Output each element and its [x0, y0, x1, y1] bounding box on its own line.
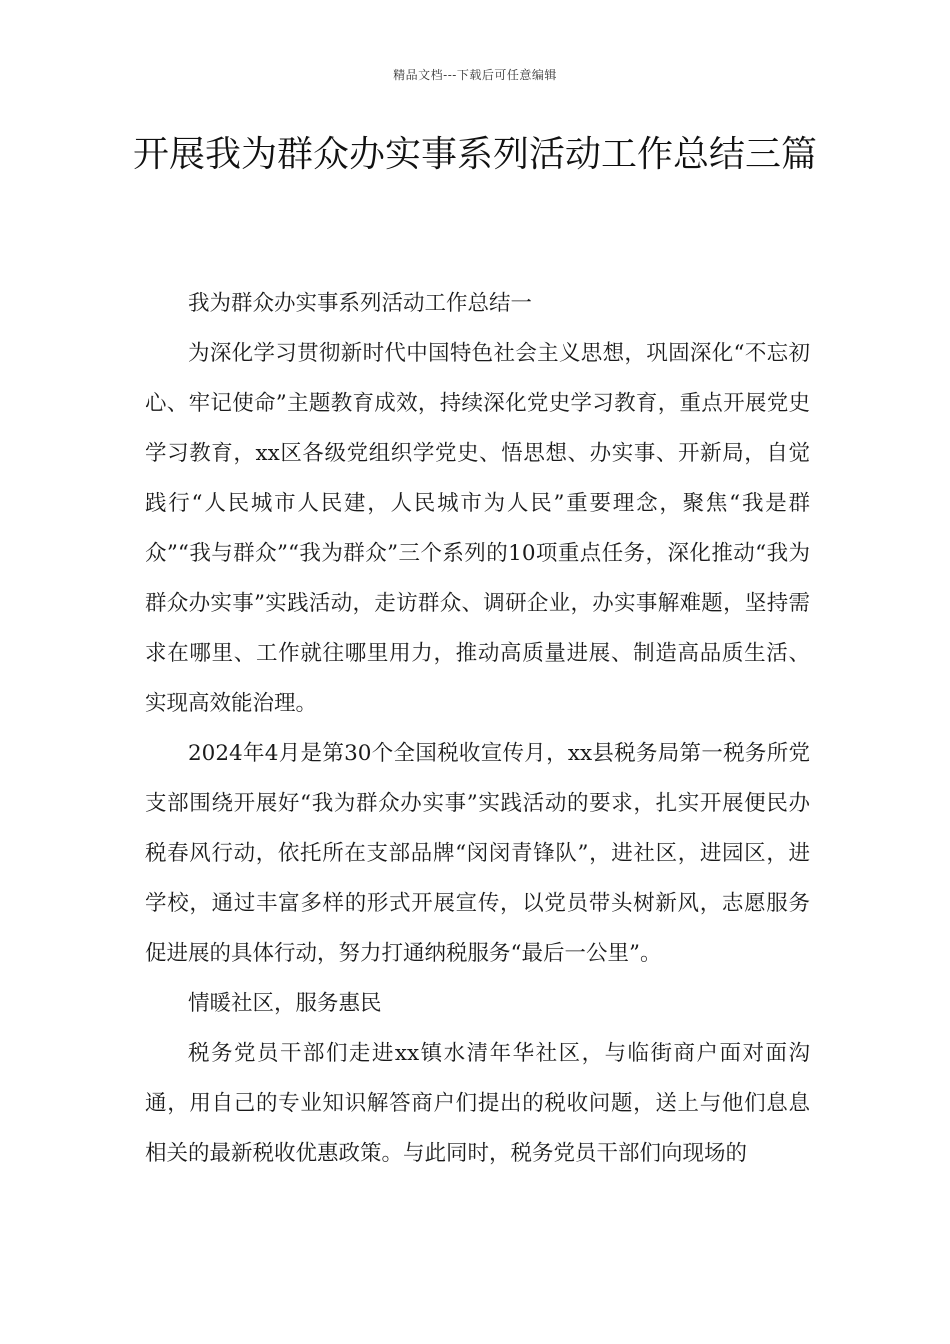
- header-note: 精品文档---下载后可任意编辑: [393, 68, 557, 82]
- paragraph: 为深化学习贯彻新时代中国特色社会主义思想，巩固深化“不忘初心、牢记使命”主题教育成效，持续深化党史学习教育，重点开展党史学习教育，xx区各级党组织学党史、悟思想、办实事、开新局，自觉践行“人民城市人民建，人民城市为人民”重要理念，聚焦“我是群众”“我与群众”“我为群众”三个系列的10项重点任务，深化推动“我为群众办实事”实践活动，走访群众、调研企业，办实事解难题，坚持需求在哪里、工作就往哪里用力，推动高质量进展、制造高品质生活、实现高效能治理。: [145, 341, 810, 716]
- document-title: 开展我为群众办实事系列活动工作总结三篇: [132, 134, 817, 175]
- paragraph: 2024年4月是第30个全国税收宣传月，xx县税务局第一税务所党支部围绕开展好“我为群众办实事”实践活动的要求，扎实开展便民办税春风行动，依托所在支部品牌“闵闵青锋队”，进社区，进园区，进学校，通过丰富多样的形式开展宣传，以党员带头树新风，志愿服务促进展的具体行动，努力打通纳税服务“最后一公里”。: [145, 741, 810, 966]
- subsection-heading: 情暖社区，服务惠民: [188, 991, 382, 1016]
- section-heading: 我为群众办实事系列活动工作总结一: [188, 291, 533, 316]
- document-body: [145, 279, 810, 1179]
- paragraph: 税务党员干部们走进xx镇水清年华社区，与临街商户面对面沟通，用自己的专业知识解答商户们提出的税收问题，送上与他们息息相关的最新税收优惠政策。与此同时，税务党员干部们向现场的: [145, 1041, 810, 1166]
